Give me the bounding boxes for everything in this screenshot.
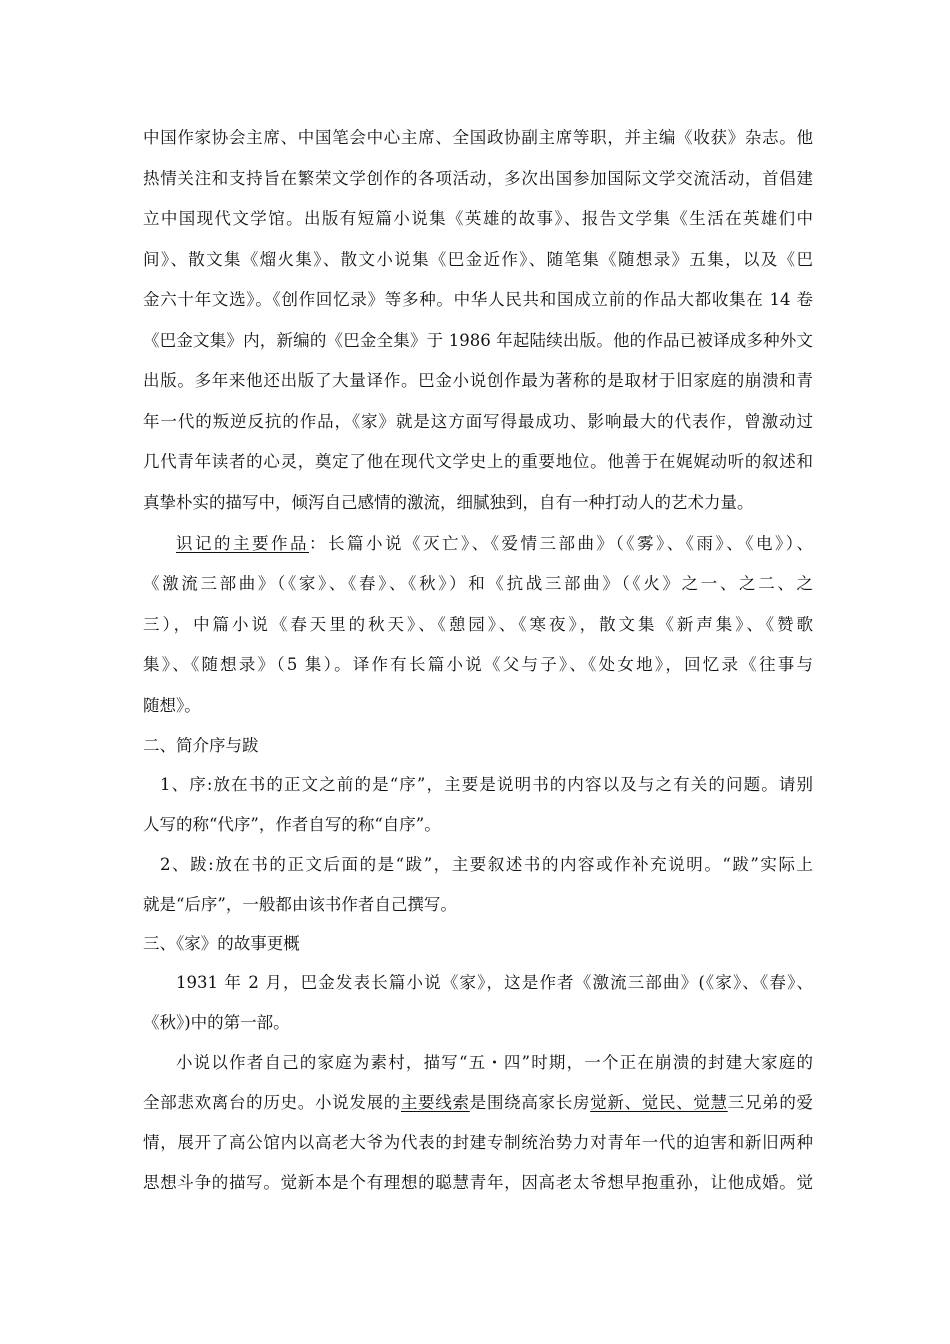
text-line: 几代青年读者的心灵，奠定了他在现代文学史上的重要地位。他善于在娓娓动听的叙述和 [143,452,813,471]
text-line: 1、序:放在书的正文之前的是“序”，主要是说明书的内容以及与之有关的问题。请别 [160,775,813,794]
works-first-line [176,533,813,555]
text-line: 1931 年 2 月，巴金发表长篇小说《家》，这是作者《激流三部曲》(《家》、《春》、 [176,973,813,992]
text-line [143,1092,813,1114]
works-colon: ： [309,534,328,553]
text-line: 随想》。 [143,696,201,715]
works-label: 识记的主要作品 [176,534,309,553]
text-line: 2、跋:放在书的正文后面的是“跋”，主要叙述书的内容或作补充说明。“跋”实际上 [160,855,813,874]
text-segment: 全部悲欢离台的历史。小说发展的 [143,1093,401,1112]
text-line: 热情关注和支持旨在繁荣文学创作的各项活动，多次出国参加国际文学交流活动，首倡建 [143,169,813,188]
text-line: 就是“后序”，一般都由该书作者自己撰写。 [143,895,457,914]
underlined-term: 觉新、觉民、觉慧 [590,1093,728,1112]
text-segment: 是围绕高家长房 [469,1093,591,1112]
text-line: 思想斗争的描写。觉新本是个有理想的聪慧青年，因高老太爷想早抱重孙，让他成婚。觉 [143,1173,813,1192]
text-line: 人写的称“代序”，作者自写的称“自序”。 [143,815,441,834]
text-line: 《激流三部曲》（《家》、《春》、《秋》）和《抗战三部曲》（《火》之一、之二、之 [143,574,813,593]
text-line: 《巴金文集》内，新编的《巴金全集》于 1986 年起陆续出版。他的作品已被译成多种外文 [143,331,813,350]
text-line: 中国作家协会主席、中国笔会中心主席、全国政协副主席等职，并主编《收获》杂志。他 [143,128,813,147]
works-first-rest: 长篇小说《灭亡》、《爱情三部曲》（《雾》、《雨》、《电》）、 [328,534,813,553]
underlined-term: 主要线索 [400,1093,470,1112]
text-line: 《秋》)中的第一部。 [143,1013,290,1032]
text-line: 三），中篇小说《春天里的秋天》、《憩园》、《寒夜》，散文集《新声集》、《赞歌 [143,615,813,634]
section-heading: 三、《家》的故事更概 [143,934,300,953]
text-line: 间》、散文集《熘火集》、散文小说集《巴金近作》、随笔集《随想录》五集，以及《巴 [143,250,813,269]
text-line: 出版。多年来他还出版了大量译作。巴金小说创作最为著称的是取材于旧家庭的崩溃和青 [143,371,813,390]
text-segment: 三兄弟的爱 [727,1093,813,1112]
text-line: 小说以作者自己的家庭为素村，描写“五・四”时期，一个正在崩溃的封建大家庭的 [176,1053,813,1072]
text-line: 金六十年文选》。《创作回忆录》等多种。中华人民共和国成立前的作品大都收集在 14 卷 [143,290,813,309]
text-line: 年一代的叛逆反抗的作品，《家》就是这方面写得最成功、影响最大的代表作，曾激动过 [143,412,813,431]
text-line: 情，展开了高公馆内以高老大爷为代表的封建专制统治势力对青年一代的迫害和新旧两种 [143,1133,813,1152]
text-line: 立中国现代文学馆。出版有短篇小说集《英雄的故事》、报告文学集《生活在英雄们中 [143,209,813,228]
text-line: 真挚朴实的描写中，倾泻自己感情的激流，细腻独到，自有一种打动人的艺术力量。 [143,493,754,512]
section-heading: 二、简介序与跋 [143,736,259,755]
text-line: 集》、《随想录》（5 集）。译作有长篇小说《父与子》、《处女地》，回忆录《往事与 [143,655,813,674]
